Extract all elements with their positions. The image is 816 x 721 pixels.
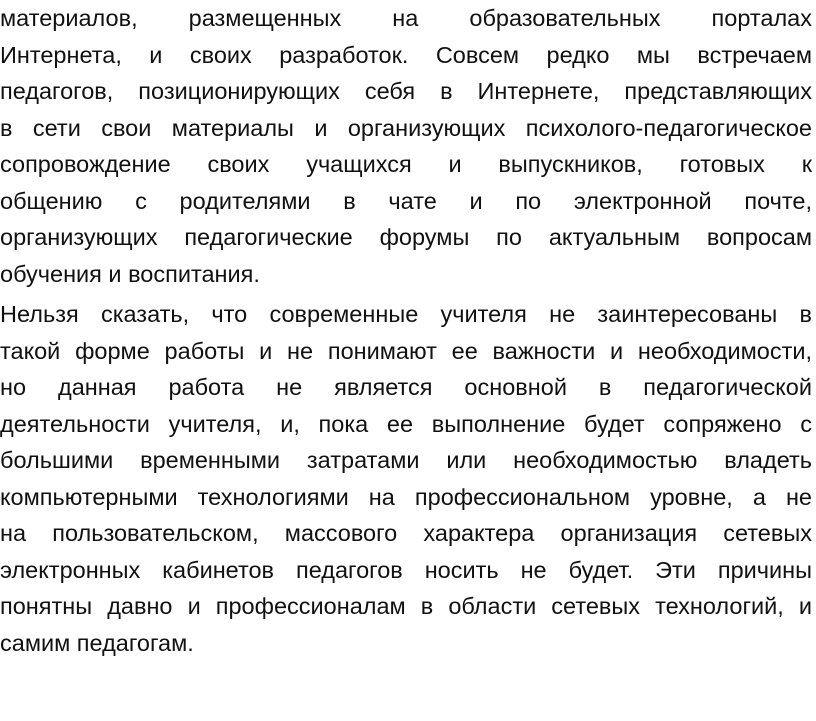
- text-line: деятельности учителя, и, пока ее выполнение будет сопряжено с: [0, 410, 812, 437]
- paragraph-2: [0, 296, 812, 661]
- text-line: материалов, размещенных на образовательных порталах: [0, 5, 812, 31]
- paragraph-1: [0, 0, 812, 292]
- text-line: большими временными затратами или необходимостью владеть: [0, 447, 812, 473]
- text-line: Нельзя сказать, что современные учителя не заинтересованы в: [0, 301, 812, 327]
- text-line: самим педагогам.: [0, 629, 194, 656]
- text-line: понятны давно и профессионалам в области сетевых технологий, и: [0, 593, 812, 619]
- text-line: Интернета, и своих разработок. Совсем редко мы встречаем: [0, 41, 812, 68]
- text-line: в сети свои материалы и организующих психолого-педагогическое: [0, 114, 812, 141]
- text-line: такой форме работы и не понимают ее важности и необходимости,: [0, 337, 812, 364]
- text-line: электронных кабинетов педагогов носить не будет. Эти причины: [0, 556, 812, 583]
- text-line: но данная работа не является основной в педагогической: [0, 374, 812, 400]
- text-line: обучения и воспитания.: [0, 260, 260, 287]
- text-line: организующих педагогические форумы по актуальным вопросам: [0, 224, 812, 250]
- text-line: компьютерными технологиями на профессиональном уровне, а не: [0, 483, 812, 510]
- text-line: общению с родителями в чате и по электронной почте,: [0, 187, 812, 214]
- text-line: сопровождение своих учащихся и выпускников, готовых к: [0, 151, 812, 177]
- text-line: на пользовательском, массового характера организация сетевых: [0, 520, 812, 546]
- text-line: педагогов, позиционирующих себя в Интернете, представляющих: [0, 78, 812, 104]
